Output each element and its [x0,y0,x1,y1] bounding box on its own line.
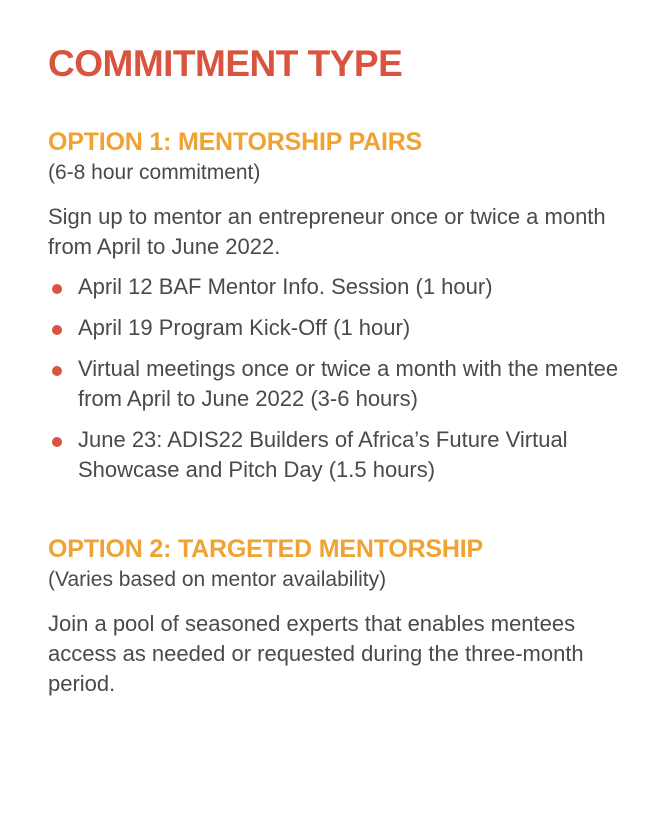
option-2-commitment: (Varies based on mentor availability) [48,568,387,591]
commitment-type-panel [48,40,638,699]
option-1-bullet-list [48,272,638,485]
list-item [48,354,638,414]
bullet-dot-icon [52,437,62,447]
list-item [48,272,638,302]
option-1-description: Sign up to mentor an entrepreneur once or twice a month from April to June 2022. [48,204,606,259]
option-1-heading: OPTION 1: MENTORSHIP PAIRS [48,128,423,156]
list-item-text: Virtual meetings once or twice a month with the mentee from April to June 2022 (3-6 hours) [78,356,619,411]
list-item-text: April 19 Program Kick-Off (1 hour) [78,315,411,340]
option-1-commitment: (6-8 hour commitment) [48,161,261,184]
page-title: COMMITMENT TYPE [48,43,403,84]
bullet-dot-icon [52,284,62,294]
option-2-section [48,533,638,699]
bullet-dot-icon [52,325,62,335]
option-1-section [48,126,638,485]
list-item-text: June 23: ADIS22 Builders of Africa’s Future Virtual Showcase and Pitch Day (1.5 hours) [78,427,568,482]
list-item-text: April 12 BAF Mentor Info. Session (1 hour) [78,274,493,299]
list-item [48,313,638,343]
option-2-heading: OPTION 2: TARGETED MENTORSHIP [48,535,483,563]
bullet-dot-icon [52,366,62,376]
option-2-description: Join a pool of seasoned experts that enables mentees access as needed or requested during the three-month period. [48,611,584,696]
list-item [48,425,638,485]
